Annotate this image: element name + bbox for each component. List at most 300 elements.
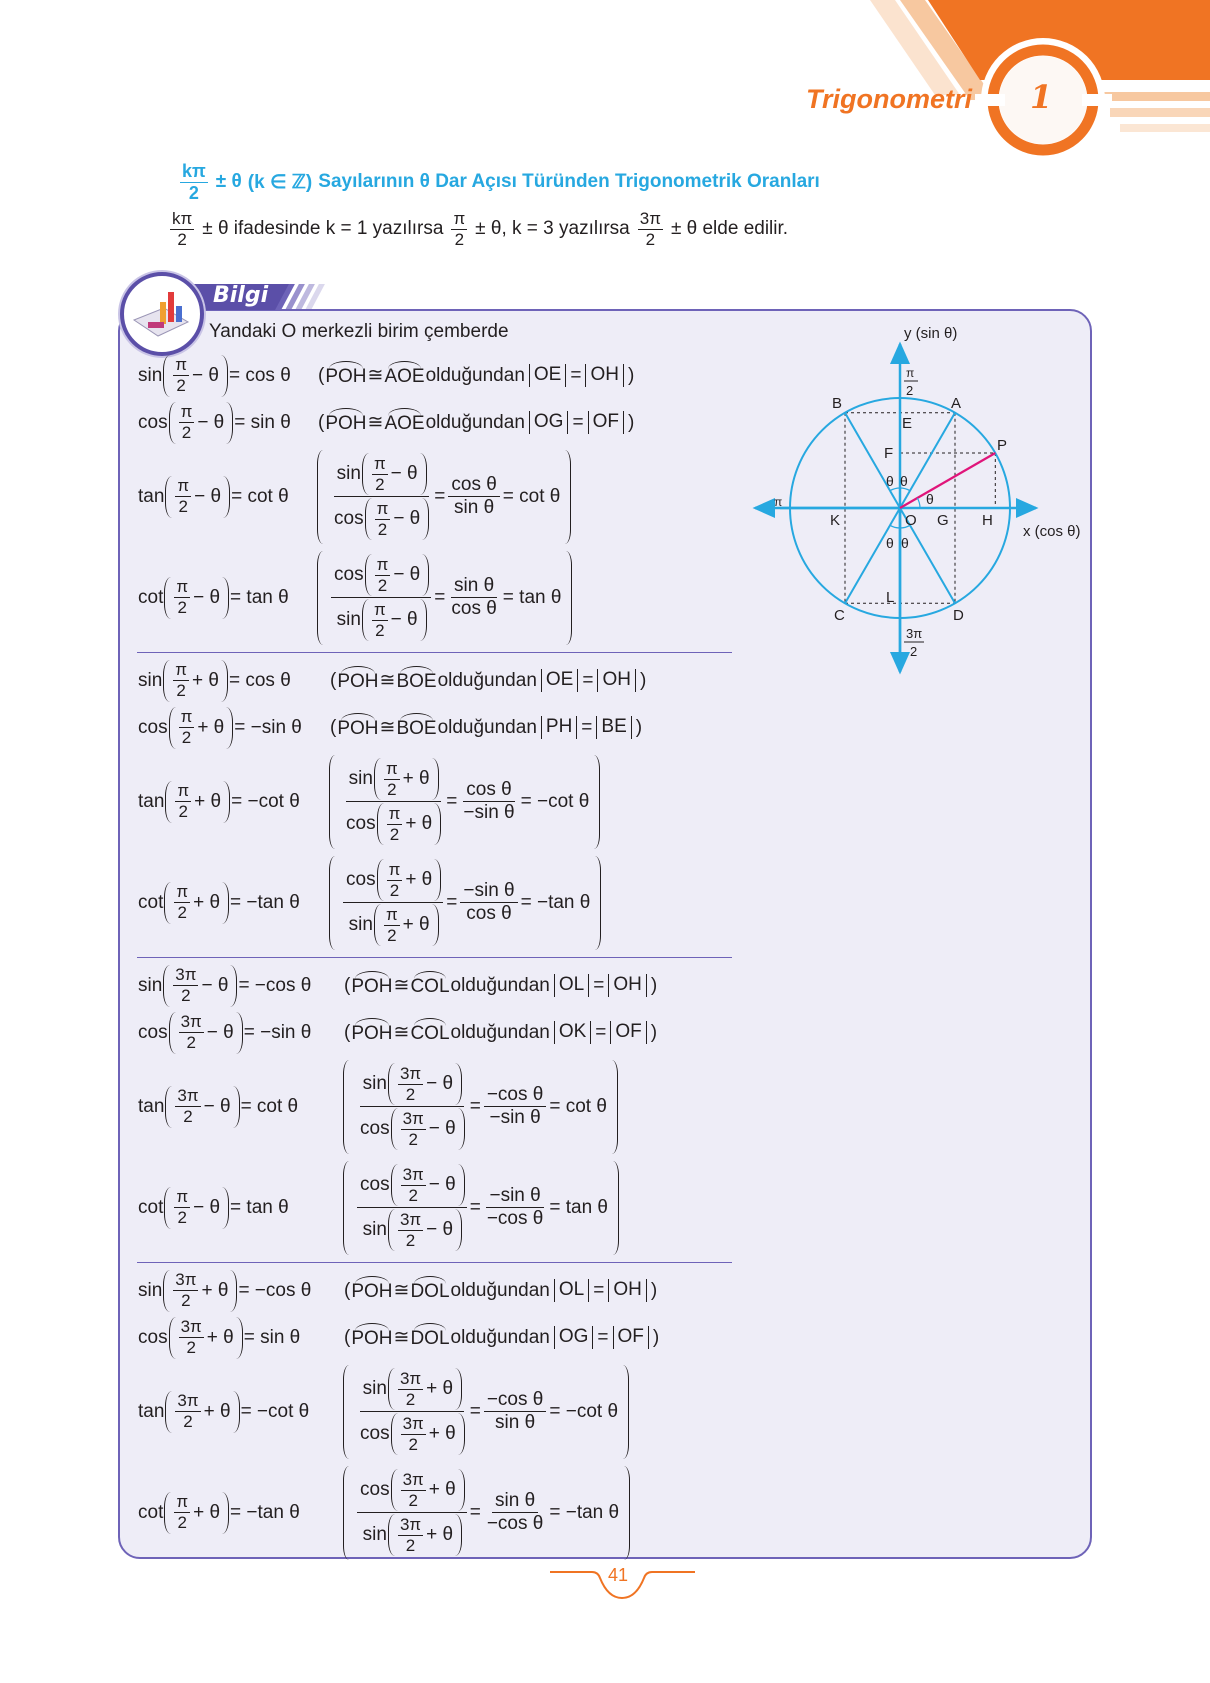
left-paren (391, 1164, 398, 1206)
fraction (401, 1110, 426, 1149)
heading-text: Sayılarının θ Dar Açısı Türünden Trigonometrik Oranları (318, 171, 820, 193)
segment-length: OE (541, 669, 578, 692)
denominator: 2 (178, 802, 189, 821)
numerator: 3π (399, 1063, 422, 1083)
angle-notation: POH (337, 717, 379, 739)
numerator: 3π (639, 209, 661, 228)
left-paren (377, 859, 384, 901)
left-paren (164, 577, 171, 619)
fraction (179, 1318, 204, 1357)
denominator (484, 1208, 547, 1229)
right-paren (432, 904, 439, 946)
math-text: −sin θ (463, 802, 515, 823)
fraction (401, 1471, 426, 1510)
fraction (179, 1013, 204, 1052)
numerator (357, 1469, 467, 1513)
numerator (484, 1390, 547, 1412)
compound-fraction (460, 881, 517, 924)
identity-row (137, 1462, 732, 1563)
chapter-title: Trigonometri (805, 84, 972, 114)
left-bracket (343, 1060, 349, 1154)
right-bracket (565, 450, 571, 544)
parenthesized-argument (164, 577, 229, 619)
math-text: cos (360, 1479, 390, 1501)
fraction (398, 1516, 423, 1555)
identity-lhs (137, 577, 317, 619)
math-text: −cos θ (486, 1389, 544, 1411)
right-paren (455, 1514, 462, 1556)
math-text: = cot θ (240, 1095, 299, 1117)
math-text: sin (138, 364, 163, 386)
denominator: 2 (186, 1033, 196, 1052)
math-text: = tan θ (502, 586, 562, 608)
segment-length: PH (541, 716, 577, 739)
math-text: − θ (393, 564, 421, 586)
denominator (331, 497, 431, 540)
math-text: = −cos θ (238, 1279, 312, 1301)
half-pi-den: 2 (906, 383, 914, 398)
right-paren (223, 781, 230, 823)
identity-lhs (137, 1391, 343, 1433)
compound-fraction (343, 758, 443, 845)
angle-notation: POH (351, 1327, 393, 1349)
fraction (372, 455, 388, 494)
left-paren (374, 904, 381, 946)
math-text: cos (360, 1174, 390, 1196)
math-text: = −cot θ (520, 790, 590, 812)
numerator: π (175, 660, 188, 680)
math-text: sin θ (454, 497, 495, 518)
parenthesized-argument (388, 1063, 462, 1105)
fraction (173, 356, 189, 395)
denominator: 2 (177, 598, 187, 617)
angle-notation: COL (410, 1022, 450, 1044)
math-text: ( (318, 364, 325, 386)
numerator (346, 758, 441, 802)
denominator (360, 1513, 464, 1556)
heading-fraction (180, 162, 208, 203)
math-text: tan (138, 485, 165, 507)
derivation-bracket (317, 551, 572, 645)
parenthesized-argument (365, 554, 430, 596)
math-text: sin (362, 1378, 387, 1400)
identity-row (137, 1009, 732, 1056)
segment-length: OF (588, 411, 624, 434)
fraction (175, 477, 191, 516)
left-paren (163, 660, 170, 702)
three-half-pi-num: 3π (906, 626, 923, 641)
identity-row (137, 1267, 732, 1314)
math-text: ≅ (367, 365, 384, 386)
math-text: tan (138, 1400, 165, 1422)
compound-fraction (484, 1491, 547, 1534)
identity-lhs (137, 965, 343, 1007)
math-text: sin (138, 1279, 163, 1301)
numerator (448, 475, 499, 497)
fraction (170, 210, 194, 249)
math-text: cos (334, 508, 364, 530)
info-box-title: Bilgi (213, 283, 269, 308)
denominator: 2 (177, 903, 187, 922)
math-text: − θ (206, 1021, 234, 1043)
math-text: ≅ (379, 717, 396, 738)
left-paren (374, 758, 381, 800)
segment-length: OG (554, 1326, 594, 1349)
numerator: π (177, 781, 190, 801)
numerator: 3π (402, 1108, 424, 1128)
left-paren (164, 882, 171, 924)
math-text: olduğundan (437, 716, 537, 738)
numerator: 3π (399, 1514, 422, 1534)
compound-fraction (357, 1063, 467, 1150)
theta-label: θ (900, 473, 908, 489)
right-paren (233, 1391, 240, 1433)
compound-fraction (357, 1469, 467, 1556)
math-text: = (570, 364, 582, 386)
parenthesized-argument (164, 1187, 229, 1229)
math-text: = cos θ (228, 669, 291, 691)
identity-row (137, 399, 732, 446)
math-text: = cot θ (502, 485, 561, 507)
right-paren (221, 660, 228, 702)
numerator: π (175, 355, 188, 375)
denominator (360, 1208, 464, 1251)
segment-length: OG (529, 411, 569, 434)
right-paren (458, 1164, 465, 1206)
identity-row (137, 446, 732, 547)
right-bracket (595, 856, 601, 950)
denominator (334, 598, 429, 641)
denominator (346, 903, 441, 946)
math-text: sin (138, 669, 163, 691)
math-text: + θ (193, 891, 221, 913)
left-bracket (343, 1161, 349, 1255)
fraction (387, 861, 403, 900)
right-paren (455, 1063, 462, 1105)
denominator (343, 802, 443, 845)
identity-justification (343, 1326, 660, 1350)
math-text: ) (627, 411, 635, 433)
math-text: sin (348, 914, 373, 936)
angle-notation: AOE (384, 365, 425, 387)
identity-section (137, 657, 732, 958)
left-bracket (343, 1365, 349, 1459)
angle-notation: DOL (410, 1327, 450, 1349)
left-paren (388, 1368, 395, 1410)
right-paren (434, 859, 441, 901)
numerator: kπ (182, 161, 206, 181)
identity-row (137, 962, 732, 1009)
derivation-bracket (343, 1466, 630, 1560)
right-paren (420, 453, 427, 495)
intro-line (168, 210, 788, 249)
identity-row (137, 1056, 732, 1157)
page-number: 41 (608, 1565, 629, 1585)
compound-fraction (343, 859, 443, 946)
denominator: 2 (183, 1107, 193, 1126)
math-text: + θ (428, 1423, 456, 1445)
point-label-K: K (830, 512, 841, 529)
math-text: olduğundan (450, 1326, 550, 1348)
denominator: 2 (375, 474, 385, 494)
math-text: = cot θ (549, 1095, 607, 1117)
right-bracket (566, 551, 572, 645)
denominator: 2 (177, 229, 187, 249)
left-paren (391, 1469, 398, 1511)
math-text: cos (360, 1423, 390, 1445)
angle-notation: POH (337, 670, 379, 692)
fraction (175, 1087, 200, 1126)
left-bracket (343, 1466, 349, 1560)
math-text: ( (318, 411, 325, 433)
derivation-bracket (317, 450, 571, 544)
right-paren (230, 965, 237, 1007)
parenthesized-argument (374, 904, 439, 946)
math-text: = (469, 1501, 481, 1523)
math-text: ≅ (367, 412, 384, 433)
numerator: π (176, 1492, 189, 1512)
math-text: olduğundan (437, 669, 537, 691)
left-paren (165, 1391, 172, 1433)
denominator: 2 (176, 681, 186, 700)
numerator: π (376, 554, 389, 574)
identity-lhs (137, 882, 329, 924)
left-paren (165, 1086, 172, 1128)
denominator: 2 (377, 575, 388, 595)
chart-icon (120, 272, 204, 356)
three-half-pi-den: 2 (910, 644, 918, 659)
fraction (401, 1415, 426, 1454)
math-text: −sin θ (463, 880, 515, 902)
fraction (173, 661, 189, 700)
math-text: − θ (194, 485, 222, 507)
right-paren (420, 599, 427, 641)
math-text: + θ (197, 716, 225, 738)
math-text: cot (138, 1501, 164, 1523)
denominator (451, 497, 497, 518)
point-label-D: D (953, 607, 964, 624)
right-bracket (613, 1161, 619, 1255)
math-text: cos θ (451, 474, 497, 496)
denominator (357, 1412, 467, 1455)
parenthesized-argument (164, 882, 229, 924)
fraction (174, 1493, 190, 1532)
intro-text-1: ± θ ifadesinde k = 1 yazılırsa (202, 218, 444, 240)
point-label-F: F (884, 445, 894, 462)
math-text: + θ (426, 1524, 454, 1546)
identity-row (137, 1314, 732, 1361)
math-text: olduğundan (425, 364, 525, 386)
right-bracket (624, 1466, 630, 1560)
identity-derivation (329, 856, 601, 950)
math-text: = tan θ (230, 1196, 289, 1218)
numerator: π (373, 599, 386, 619)
math-text: tan (138, 790, 165, 812)
numerator: π (373, 453, 386, 473)
fraction (398, 1370, 423, 1409)
point-label-C: C (834, 607, 845, 624)
chapter-header-decoration (0, 0, 1210, 170)
left-paren (163, 1270, 170, 1312)
identity-justification (343, 1021, 658, 1045)
identity-derivation (343, 1060, 618, 1154)
parenthesized-argument (391, 1108, 465, 1150)
box-intro-text: Yandaki O merkezli birim çemberde (209, 321, 509, 342)
math-text: + θ (426, 1378, 454, 1400)
angle-notation: DOL (410, 1280, 450, 1302)
identity-lhs (137, 476, 317, 518)
parenthesized-argument (377, 859, 442, 901)
right-bracket (612, 1060, 618, 1154)
fraction (372, 601, 388, 640)
chapter-number: 1 (1030, 78, 1053, 116)
angle-notation: AOE (384, 412, 425, 434)
denominator: 2 (183, 1412, 193, 1431)
math-text: cos (334, 564, 364, 586)
right-paren (222, 577, 229, 619)
identity-row (137, 547, 732, 648)
math-text: cos (346, 813, 376, 835)
fraction (384, 906, 400, 945)
angle-notation: POH (351, 975, 393, 997)
right-paren (455, 1209, 462, 1251)
denominator (486, 1107, 543, 1128)
parenthesized-argument (165, 1391, 239, 1433)
identity-lhs (137, 1317, 343, 1359)
left-paren (362, 599, 369, 641)
segment-length: OL (554, 1279, 589, 1302)
numerator: π (453, 209, 466, 228)
identity-justification (317, 364, 635, 388)
denominator: 2 (188, 182, 199, 203)
left-paren (165, 781, 172, 823)
math-text: + θ (405, 869, 433, 891)
parenthesized-argument (391, 1413, 465, 1455)
math-text: ) (652, 1326, 660, 1348)
right-bracket (623, 1365, 629, 1459)
left-paren (169, 707, 176, 749)
math-text: = (434, 586, 446, 608)
x-axis-label: x (cos θ) (1023, 523, 1081, 540)
math-text: = (581, 716, 593, 738)
numerator: π (180, 402, 193, 422)
identity-section (137, 352, 732, 653)
intro-text-3: ± θ elde edilir. (670, 218, 789, 240)
numerator: π (180, 707, 193, 727)
math-text: sin (362, 1524, 387, 1546)
heading-k-set: (k ∈ ℤ) (247, 171, 313, 193)
math-text: ( (344, 1279, 351, 1301)
math-text: − θ (390, 609, 418, 631)
angle-notation: BOE (396, 717, 437, 739)
left-paren (391, 1413, 398, 1455)
numerator: π (176, 1187, 189, 1207)
identity-row (137, 352, 732, 399)
math-text: sin θ (454, 575, 495, 597)
math-text: = −cot θ (549, 1400, 619, 1422)
denominator: 2 (186, 1338, 196, 1357)
identity-row (137, 852, 732, 953)
denominator: 2 (375, 620, 385, 640)
math-text: = (593, 1279, 605, 1301)
identity-justification (329, 669, 647, 693)
math-text: = (595, 1021, 607, 1043)
parenthesized-argument (165, 781, 230, 823)
math-text: − θ (393, 508, 421, 530)
identity-lhs (137, 1270, 343, 1312)
theta-label: θ (901, 535, 909, 551)
numerator: kπ (172, 209, 193, 228)
identity-derivation (317, 450, 571, 544)
fraction (173, 966, 198, 1005)
math-text: cos (138, 1326, 168, 1348)
left-paren (365, 498, 372, 540)
math-text: = (572, 411, 584, 433)
math-text: = −tan θ (230, 1501, 300, 1523)
formula-list (137, 352, 732, 1571)
parenthesized-argument (169, 707, 234, 749)
derivation-bracket (343, 1060, 618, 1154)
identity-derivation (343, 1466, 630, 1560)
numerator: π (388, 859, 401, 879)
pi-label: π (774, 495, 783, 509)
compound-fraction (484, 1390, 547, 1433)
math-text: ) (650, 1279, 658, 1301)
right-paren (221, 355, 228, 397)
math-text: = −tan θ (549, 1501, 620, 1523)
math-text: −cos θ (486, 1513, 544, 1534)
numerator: 3π (399, 1209, 422, 1229)
math-text: ) (635, 716, 643, 738)
right-paren (226, 402, 233, 444)
identity-section (137, 962, 732, 1263)
identity-lhs (137, 1086, 343, 1128)
right-paren (458, 1469, 465, 1511)
math-text: = cot θ (231, 485, 289, 507)
denominator (484, 1513, 547, 1534)
numerator (343, 859, 443, 903)
right-paren (233, 1086, 240, 1128)
left-paren (388, 1209, 395, 1251)
numerator: 3π (399, 1368, 422, 1388)
fraction (384, 760, 400, 799)
angle-notation: POH (351, 1280, 393, 1302)
identity-lhs (137, 660, 329, 702)
right-paren (432, 758, 439, 800)
numerator: π (385, 904, 398, 924)
math-text: cot (138, 891, 164, 913)
math-text: = −cot θ (240, 1400, 310, 1422)
math-text: sin (348, 768, 373, 790)
math-text: = −tan θ (520, 891, 591, 913)
fraction (398, 1211, 423, 1250)
fraction (375, 556, 391, 595)
fraction (451, 210, 467, 249)
identity-justification (329, 716, 643, 740)
numerator (331, 554, 431, 598)
parenthesized-argument (164, 1492, 229, 1534)
denominator: 2 (645, 229, 656, 249)
identity-lhs (137, 402, 317, 444)
math-text: cot (138, 586, 164, 608)
identity-justification (343, 1279, 658, 1303)
numerator: π (176, 882, 189, 902)
math-text: = tan θ (230, 586, 289, 608)
numerator: 3π (175, 1270, 197, 1290)
identity-derivation (343, 1365, 629, 1459)
math-text: = −cos θ (238, 974, 312, 996)
math-text: = tan θ (549, 1196, 608, 1218)
